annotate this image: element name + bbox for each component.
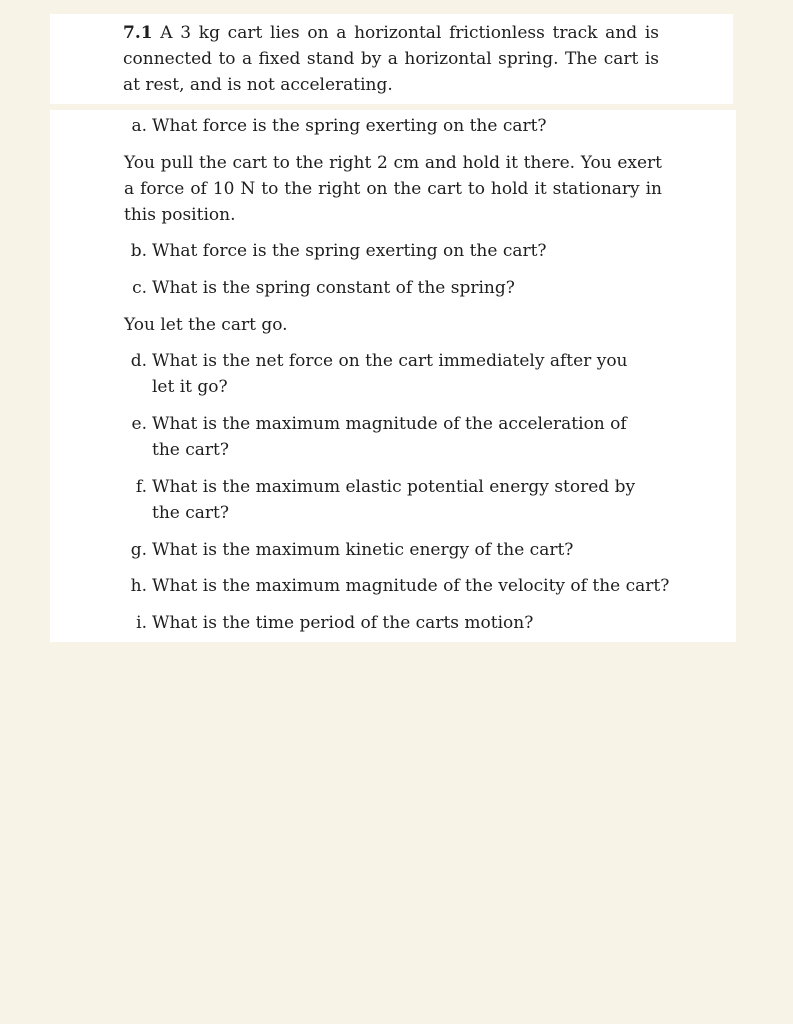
question-label: a. (131, 116, 147, 136)
question-b (130, 238, 672, 264)
question-text: What is the time period of the carts motion? (152, 613, 534, 633)
problem-questions-card (50, 110, 736, 642)
question-label: c. (132, 278, 147, 298)
question-label: b. (130, 241, 147, 261)
question-d (130, 348, 650, 400)
question-text: What force is the spring exerting on the cart? (152, 116, 547, 136)
question-text: What is the net force on the cart immediately after you let it go? (152, 351, 628, 397)
question-a (131, 113, 672, 139)
question-text: What is the maximum elastic potential energy stored by the cart? (152, 477, 636, 523)
question-text: What is the maximum magnitude of the velocity of the cart? (152, 576, 670, 596)
release-paragraph: You let the cart go. (124, 315, 288, 335)
question-label: f. (135, 477, 147, 497)
question-label: e. (131, 414, 147, 434)
pull-paragraph: You pull the cart to the right 2 cm and hold it there. You exert a force of 10 N to the right on the cart to hold it stationary in this position. (124, 153, 662, 225)
question-label: g. (130, 540, 147, 560)
question-text: What is the maximum kinetic energy of the cart? (152, 540, 574, 560)
question-label: h. (130, 576, 147, 596)
problem-intro-text: A 3 kg cart lies on a horizontal frictionless track and is connected to a fixed stand by a horizontal spring. The cart is at rest, and is not accelerating. (123, 23, 660, 95)
problem-number: 7.1 (123, 23, 153, 43)
question-e (131, 411, 650, 463)
problem-intro-card (50, 14, 733, 104)
question-text: What is the maximum magnitude of the acceleration of the cart? (152, 414, 627, 460)
question-text: What force is the spring exerting on the cart? (152, 241, 547, 261)
question-label: d. (130, 351, 147, 371)
question-h (130, 573, 672, 599)
question-label: i. (136, 613, 147, 633)
question-f (135, 474, 650, 526)
question-c (132, 275, 672, 301)
question-g (130, 537, 672, 563)
question-i (136, 610, 672, 636)
problem-intro (123, 20, 659, 98)
question-text: What is the spring constant of the spring? (152, 278, 515, 298)
